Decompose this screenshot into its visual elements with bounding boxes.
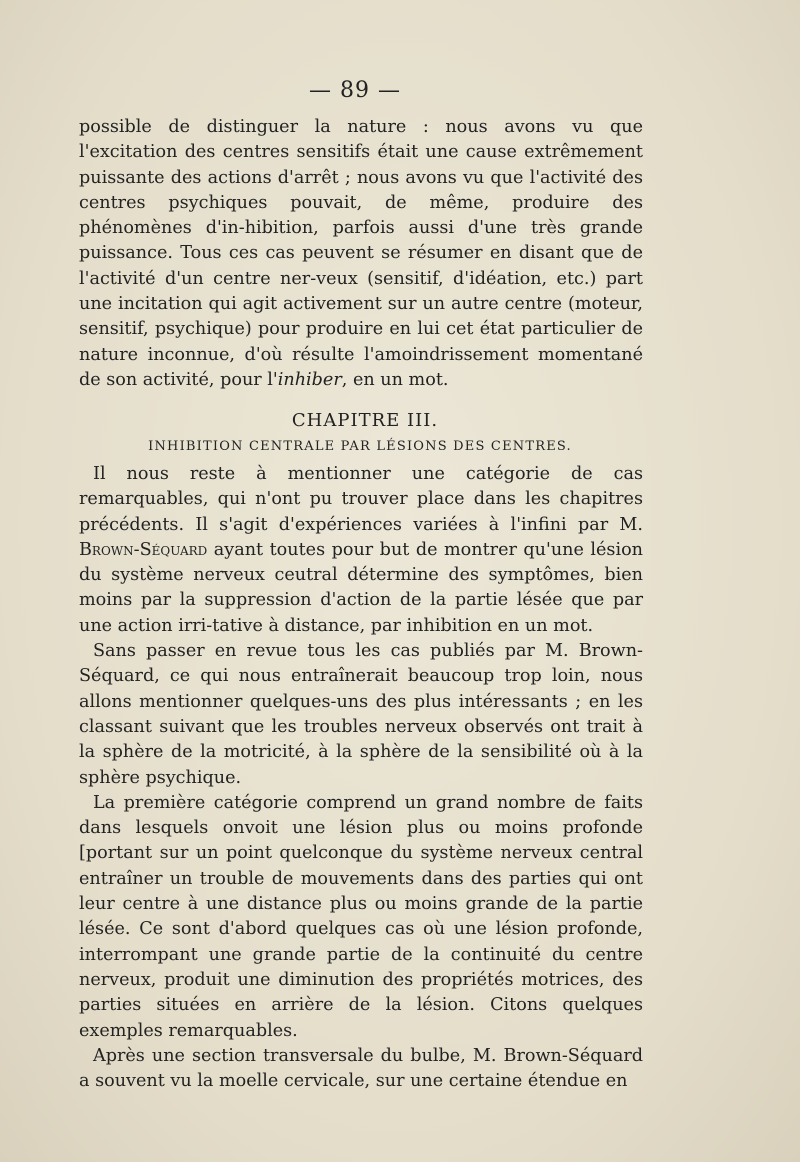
- intro-text-block: [79, 115, 643, 393]
- paragraph-text: Il nous reste à mentionner une catégorie de cas remarquables, qui n'ont pu trouver place dans les chapitres précédents. Il s'agit d'expériences variées à l'infini par M.: [79, 464, 643, 535]
- page-number: — 89 —: [309, 78, 401, 103]
- paragraph: [79, 462, 643, 639]
- intro-prefix: l': [267, 369, 278, 390]
- paragraph: Après une section transversale du bulbe, M. Brown-Séquard a souvent vu la moelle cervicale, sur une certaine étendue en: [79, 1045, 643, 1092]
- italic-term: inhiber: [277, 369, 342, 390]
- intro-tail: , en un mot.: [341, 369, 449, 390]
- intro-text: possible de distinguer la nature : nous avons vu que l'excitation des centres sensitifs était une cause extrêmement puissante des actions d'arrêt ; nous avons vu que l'activité des centres psychiques pouvait, de même, produire des phénomènes d'in-hibition, parfois aussi d'une très grande puissance. Tous ces cas peuvent se résumer en disant que de l'activité d'un centre ner-veux (sensitif, d'idéation, etc.) part une incitation qui agit activement sur un autre centre (moteur, sensitif, psychique) pour produire en lui cet état particulier de nature inconnue, d'où résulte l'amoindrissement momentané de son activité, pour: [79, 117, 643, 390]
- author-name: Brown-Séquard: [79, 539, 208, 560]
- chapter-subtitle: INHIBITION CENTRALE PAR LÉSIONS DES CENTRES.: [148, 439, 572, 454]
- paragraph: Sans passer en revue tous les cas publiés par M. Brown-Séquard, ce qui nous entraînerait beaucoup trop loin, nous allons mentionner quelques-uns des plus intéressants ; en les classant suivant que les troubles nerveux observés ont trait à la sphère de la motricité, à la sphère de la sensibilité où à la sphère psychique.: [79, 641, 643, 788]
- paragraph-text: ayant toutes pour but de montrer qu'une lésion du système nerveux ceutral détermine des symptômes, bien moins par la suppression d'action de la partie lésée que par une action irri-tative à distance, par inhibition en un mot.: [79, 539, 643, 636]
- intro-paragraph: [79, 115, 643, 393]
- chapter-body: [79, 462, 643, 1094]
- paragraph: La première catégorie comprend un grand nombre de faits dans lesquels onvoit une lésion plus ou moins profonde [portant sur un point quelconque du système nerveux central entraîner un trouble de mouvements dans des parties qui ont leur centre à une distance plus ou moins grande de la partie lésée. Ce sont d'abord quelques cas où une lésion profonde, interrompant une grande partie de la continuité du centre nerveux, produit une diminution des propriétés motrices, des parties situées en arrière de la lésion. Citons quelques exemples remarquables.: [79, 792, 643, 1041]
- chapter-title: CHAPITRE III.: [291, 410, 439, 431]
